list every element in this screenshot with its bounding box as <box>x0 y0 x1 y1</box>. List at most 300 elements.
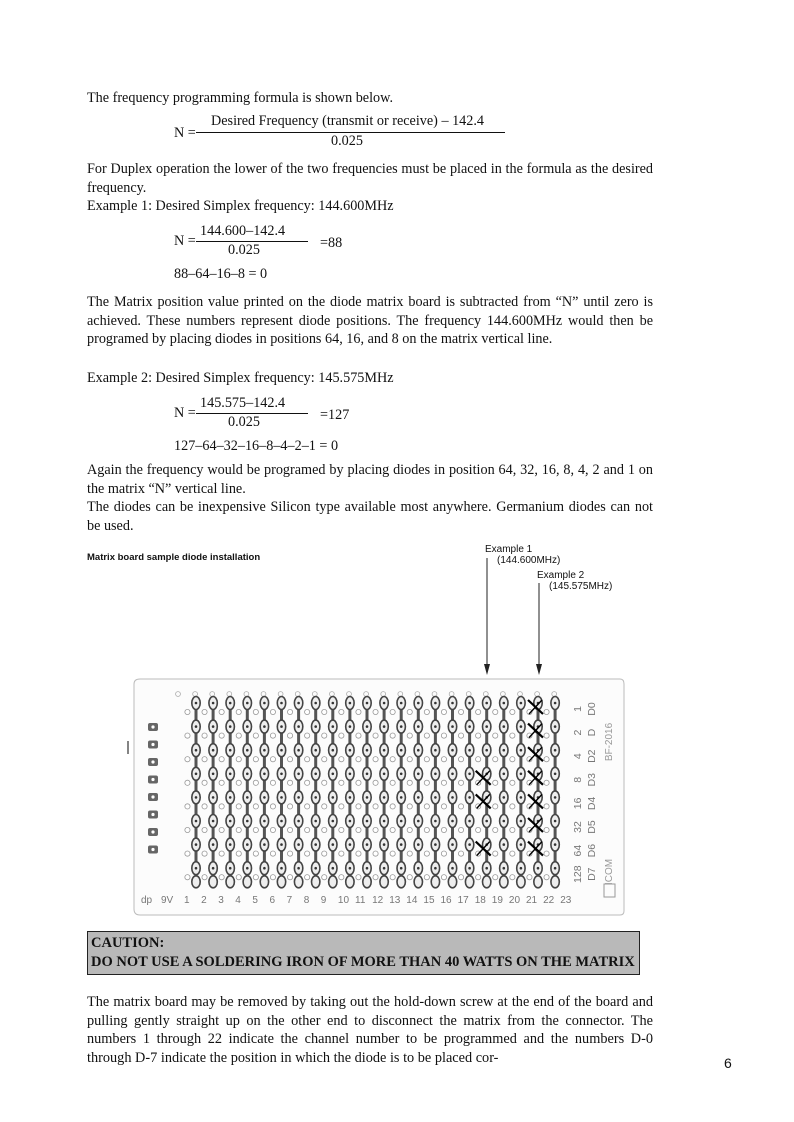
row-pad <box>339 709 344 714</box>
row-pad <box>458 780 463 785</box>
row-pad <box>424 851 429 856</box>
row-pad <box>305 733 310 738</box>
row-pad <box>219 757 224 762</box>
pad-hole <box>520 867 523 870</box>
pad-hole <box>417 867 420 870</box>
row-pad <box>510 804 515 809</box>
pad-hole <box>229 820 232 823</box>
row-d-label: D <box>586 728 598 737</box>
pad-hole <box>229 796 232 799</box>
brand-mark: ICOM <box>604 858 615 886</box>
bottom-label: 15 <box>423 895 435 906</box>
caution-title: CAUTION: <box>91 935 165 951</box>
row-pad <box>424 733 429 738</box>
row-d-label: D2 <box>586 749 598 763</box>
connector-hole <box>151 795 154 798</box>
row-pad <box>510 851 515 856</box>
pad-hole <box>212 843 215 846</box>
bottom-label: 17 <box>457 895 469 906</box>
row-pad <box>236 851 241 856</box>
bottom-label: 20 <box>508 895 521 906</box>
row-value-label: 2 <box>572 729 584 736</box>
row-pad <box>185 709 190 714</box>
row-pad <box>458 827 463 832</box>
row-pad <box>373 827 378 832</box>
row-pad <box>544 851 549 856</box>
row-pad <box>390 827 395 832</box>
pad-hole <box>263 702 266 705</box>
row-pad <box>493 780 498 785</box>
bottom-label: 2 <box>201 895 207 906</box>
row-pad <box>424 757 429 762</box>
pad-hole <box>417 843 420 846</box>
row-d-label: D3 <box>586 773 598 787</box>
pad-hole <box>468 749 471 752</box>
pad-hole <box>383 773 386 776</box>
pad-hole <box>195 867 198 870</box>
row-pad <box>510 780 515 785</box>
pad-hole <box>366 725 369 728</box>
pad-hole <box>503 843 506 846</box>
pad-hole <box>383 725 386 728</box>
row-pad <box>441 733 446 738</box>
example2-denominator: 0.025 <box>228 414 260 430</box>
bottom-pad <box>277 876 285 888</box>
row-pad <box>441 780 446 785</box>
row-pad <box>424 875 429 880</box>
row-d-label: D7 <box>586 867 598 881</box>
row-pad <box>356 851 361 856</box>
row-pad <box>185 827 190 832</box>
pad-hole <box>503 820 506 823</box>
pad-hole <box>383 867 386 870</box>
bottom-pad <box>294 876 302 888</box>
row-pad <box>476 827 481 832</box>
pad-hole <box>485 867 488 870</box>
pad-hole <box>246 843 249 846</box>
bottom-label: 10 <box>337 895 350 906</box>
row-pad <box>202 827 207 832</box>
intro-text: The frequency programming formula is shown below. <box>87 90 394 106</box>
bottom-pad <box>414 876 422 888</box>
row-pad <box>390 851 395 856</box>
pad-hole <box>554 796 557 799</box>
bottom-label: 9 <box>320 895 327 906</box>
bottom-pad <box>329 876 337 888</box>
pad-hole <box>246 725 249 728</box>
pad-hole <box>417 796 420 799</box>
pad-hole <box>485 702 488 705</box>
again-paragraph: Again the frequency would be programed by placing diodes in position 64, 32, 16, 8, 4, 2 and 1 on the matrix “N” vertical line. <box>87 462 653 497</box>
example1-lhs: N = <box>174 233 196 249</box>
row-pad <box>305 804 310 809</box>
pad-hole <box>212 773 215 776</box>
caution-text: DO NOT USE A SOLDERING IRON OF MORE THAN 40 WATTS ON THE MATRIX <box>91 954 635 970</box>
callout1-freq: (144.600MHz) <box>497 555 561 566</box>
row-pad <box>544 804 549 809</box>
row-pad <box>356 804 361 809</box>
pad-hole <box>195 796 198 799</box>
row-d-label: D5 <box>586 820 598 834</box>
row-pad <box>202 804 207 809</box>
row-pad <box>305 851 310 856</box>
pad-hole <box>349 773 352 776</box>
row-pad <box>339 780 344 785</box>
bottom-label: 12 <box>372 895 384 906</box>
row-pad <box>253 851 258 856</box>
pad-hole <box>485 820 488 823</box>
example2-result: =127 <box>320 407 350 423</box>
row-pad <box>339 827 344 832</box>
bottom-pad <box>380 876 388 888</box>
row-pad <box>253 875 258 880</box>
row-pad <box>373 875 378 880</box>
row-pad <box>202 875 207 880</box>
pad-hole <box>417 773 420 776</box>
callout2-title: Example 2 <box>537 570 585 581</box>
pad-hole <box>366 749 369 752</box>
pad-hole <box>417 702 420 705</box>
connector-hole <box>151 760 154 763</box>
formula-numerator: Desired Frequency (transmit or receive) – 142.4 <box>211 113 485 129</box>
row-pad <box>407 733 412 738</box>
row-pad <box>270 827 275 832</box>
pad-hole <box>297 725 300 728</box>
row-d-label: D6 <box>586 843 598 858</box>
row-pad <box>407 875 412 880</box>
row-pad <box>441 851 446 856</box>
bottom-label: 3 <box>218 895 224 906</box>
row-pad <box>493 851 498 856</box>
pad-hole <box>554 867 557 870</box>
pad-hole <box>503 773 506 776</box>
bottom-label: 16 <box>440 895 452 906</box>
row-pad <box>185 804 190 809</box>
callout1-title: Example 1 <box>485 544 533 555</box>
row-pad <box>185 851 190 856</box>
pad-hole <box>332 725 335 728</box>
pad-hole <box>212 725 215 728</box>
row-pad <box>322 851 327 856</box>
row-value-label: 16 <box>572 797 584 810</box>
row-pad <box>219 780 224 785</box>
example1-numerator: 144.600–142.4 <box>200 223 286 239</box>
example1-denominator: 0.025 <box>228 242 260 258</box>
pad-hole <box>451 796 454 799</box>
pad-hole <box>400 702 403 705</box>
pad-hole <box>297 796 300 799</box>
pad-hole <box>263 773 266 776</box>
row-pad <box>356 875 361 880</box>
pad-hole <box>366 773 369 776</box>
row-pad <box>373 709 378 714</box>
pad-hole <box>212 796 215 799</box>
row-d-label: D4 <box>586 796 598 811</box>
row-pad <box>339 851 344 856</box>
caution-box <box>87 931 640 975</box>
pad-hole <box>195 773 198 776</box>
row-pad <box>510 827 515 832</box>
connector-hole <box>151 725 154 728</box>
pad-hole <box>400 843 403 846</box>
pad-hole <box>451 867 454 870</box>
bottom-pad <box>226 876 234 888</box>
pad-hole <box>468 773 471 776</box>
row-pad <box>407 804 412 809</box>
row-pad <box>253 804 258 809</box>
bottom-pad <box>500 876 508 888</box>
pad-hole <box>195 702 198 705</box>
example1-result: =88 <box>320 235 343 251</box>
row-pad <box>441 875 446 880</box>
bottom-label: 19 <box>491 895 503 906</box>
row-value-label: 1 <box>572 706 584 712</box>
bottom-label: dp <box>141 895 153 906</box>
pad-hole <box>400 796 403 799</box>
row-pad <box>305 875 310 880</box>
example2-subtraction: 127–64–32–16–8–4–2–1 = 0 <box>174 438 339 454</box>
bottom-pad <box>346 876 354 888</box>
pad-hole <box>434 749 437 752</box>
pad-hole <box>349 867 352 870</box>
row-pad <box>185 780 190 785</box>
bottom-pad <box>534 876 542 888</box>
pad-hole <box>400 867 403 870</box>
row-pad <box>476 709 481 714</box>
row-value-label: 32 <box>572 821 584 833</box>
row-pad <box>253 757 258 762</box>
pad-hole <box>451 725 454 728</box>
pad-hole <box>349 820 352 823</box>
row-pad <box>339 733 344 738</box>
pad-hole <box>417 820 420 823</box>
row-pad <box>202 757 207 762</box>
row-pad <box>510 733 515 738</box>
pad-hole <box>434 796 437 799</box>
pad-hole <box>246 702 249 705</box>
bottom-pad <box>363 876 371 888</box>
bottom-pad <box>209 876 217 888</box>
bottom-pad <box>192 876 200 888</box>
pad-hole <box>314 820 317 823</box>
row-pad <box>458 875 463 880</box>
row-pad <box>441 827 446 832</box>
row-pad <box>544 827 549 832</box>
row-pad <box>253 733 258 738</box>
bottom-label: 18 <box>474 895 486 906</box>
pad-hole <box>246 820 249 823</box>
pad-hole <box>366 796 369 799</box>
bottom-label: 4 <box>235 895 241 906</box>
pad-hole <box>280 867 283 870</box>
row-pad <box>407 851 412 856</box>
pad-hole <box>400 725 403 728</box>
pad-hole <box>212 749 215 752</box>
row-pad <box>390 709 395 714</box>
row-pad <box>476 757 481 762</box>
pad-hole <box>366 867 369 870</box>
pad-hole <box>229 843 232 846</box>
row-pad <box>322 709 327 714</box>
row-pad <box>236 780 241 785</box>
row-pad <box>356 709 361 714</box>
row-pad <box>476 733 481 738</box>
pad-hole <box>332 773 335 776</box>
row-pad <box>185 757 190 762</box>
row-pad <box>424 780 429 785</box>
row-pad <box>270 733 275 738</box>
pad-hole <box>314 796 317 799</box>
pad-hole <box>554 702 557 705</box>
pad-hole <box>297 867 300 870</box>
bottom-label: 23 <box>560 895 572 906</box>
pad-hole <box>195 749 198 752</box>
row-pad <box>424 827 429 832</box>
pad-hole <box>280 725 283 728</box>
row-pad <box>322 733 327 738</box>
row-pad <box>219 851 224 856</box>
bottom-pad <box>260 876 268 888</box>
row-pad <box>510 757 515 762</box>
pad-hole <box>520 702 523 705</box>
row-pad <box>219 709 224 714</box>
row-pad <box>236 709 241 714</box>
bottom-label: 1 <box>184 895 190 906</box>
pad-hole <box>349 843 352 846</box>
row-pad <box>407 827 412 832</box>
row-d-label: D0 <box>586 702 598 716</box>
row-pad <box>527 875 532 880</box>
pad-hole <box>434 702 437 705</box>
pad-hole <box>314 749 317 752</box>
bottom-pad <box>312 876 320 888</box>
connector-hole <box>151 848 154 851</box>
example1-subtraction: 88–64–16–8 = 0 <box>174 266 268 282</box>
connector-hole <box>151 778 154 781</box>
row-pad <box>424 709 429 714</box>
pad-hole <box>383 843 386 846</box>
row-pad <box>493 757 498 762</box>
row-pad <box>236 733 241 738</box>
pad-hole <box>468 725 471 728</box>
example2-lhs: N = <box>174 405 196 421</box>
row-pad <box>373 757 378 762</box>
row-pad <box>287 709 292 714</box>
pad-hole <box>297 749 300 752</box>
row-pad <box>390 875 395 880</box>
row-pad <box>236 827 241 832</box>
row-pad <box>458 709 463 714</box>
row-pad <box>270 709 275 714</box>
pad-hole <box>229 749 232 752</box>
pad-hole <box>520 773 523 776</box>
pad-hole <box>554 843 557 846</box>
pad-hole <box>520 820 523 823</box>
row-pad <box>270 851 275 856</box>
pad-hole <box>349 749 352 752</box>
row-pad <box>322 757 327 762</box>
row-pad <box>322 875 327 880</box>
pad-hole <box>468 867 471 870</box>
example1-heading: Example 1: Desired Simplex frequency: 144.600MHz <box>87 198 394 214</box>
pad-hole <box>554 820 557 823</box>
bottom-label: 13 <box>389 895 401 906</box>
pad-hole <box>451 773 454 776</box>
pad-hole <box>314 725 317 728</box>
row-pad <box>441 757 446 762</box>
bottom-pad <box>243 876 251 888</box>
row-pad <box>287 875 292 880</box>
row-pad <box>305 780 310 785</box>
pad-hole <box>280 749 283 752</box>
row-pad <box>253 709 258 714</box>
pad-hole <box>212 702 215 705</box>
row-pad <box>253 827 258 832</box>
row-pad <box>339 757 344 762</box>
pad-hole <box>451 820 454 823</box>
pad-hole <box>263 820 266 823</box>
row-pad <box>305 757 310 762</box>
pad-hole <box>332 867 335 870</box>
pad-hole <box>400 749 403 752</box>
row-pad <box>287 780 292 785</box>
row-pad <box>476 875 481 880</box>
bottom-label: 14 <box>406 895 418 906</box>
pad-hole <box>297 843 300 846</box>
pad-hole <box>383 796 386 799</box>
row-pad <box>544 709 549 714</box>
bottom-label: 5 <box>252 895 258 906</box>
row-pad <box>236 757 241 762</box>
bottom-label: 21 <box>526 895 538 906</box>
row-pad <box>202 780 207 785</box>
row-pad <box>407 757 412 762</box>
pad-hole <box>554 773 557 776</box>
pad-hole <box>383 820 386 823</box>
pad-hole <box>246 796 249 799</box>
row-pad <box>253 780 258 785</box>
pad-hole <box>263 725 266 728</box>
row-pad <box>356 757 361 762</box>
pad-hole <box>314 867 317 870</box>
row-pad <box>185 875 190 880</box>
pad-hole <box>297 773 300 776</box>
row-pad <box>373 733 378 738</box>
pad-hole <box>417 749 420 752</box>
row-pad <box>322 780 327 785</box>
pad-hole <box>451 749 454 752</box>
row-pad <box>458 804 463 809</box>
pad-hole <box>212 820 215 823</box>
pad-hole <box>554 749 557 752</box>
pad-hole <box>246 749 249 752</box>
pad-hole <box>314 773 317 776</box>
pad-hole <box>400 820 403 823</box>
pad-hole <box>468 843 471 846</box>
bottom-label: 9V <box>161 895 174 906</box>
row-pad <box>287 827 292 832</box>
pad-hole <box>263 796 266 799</box>
row-pad <box>458 733 463 738</box>
row-pad <box>390 733 395 738</box>
pad-hole <box>280 820 283 823</box>
row-pad <box>322 827 327 832</box>
pad-hole <box>468 796 471 799</box>
row-pad <box>219 804 224 809</box>
pad-hole <box>280 796 283 799</box>
row-pad <box>270 875 275 880</box>
pad-hole <box>280 773 283 776</box>
